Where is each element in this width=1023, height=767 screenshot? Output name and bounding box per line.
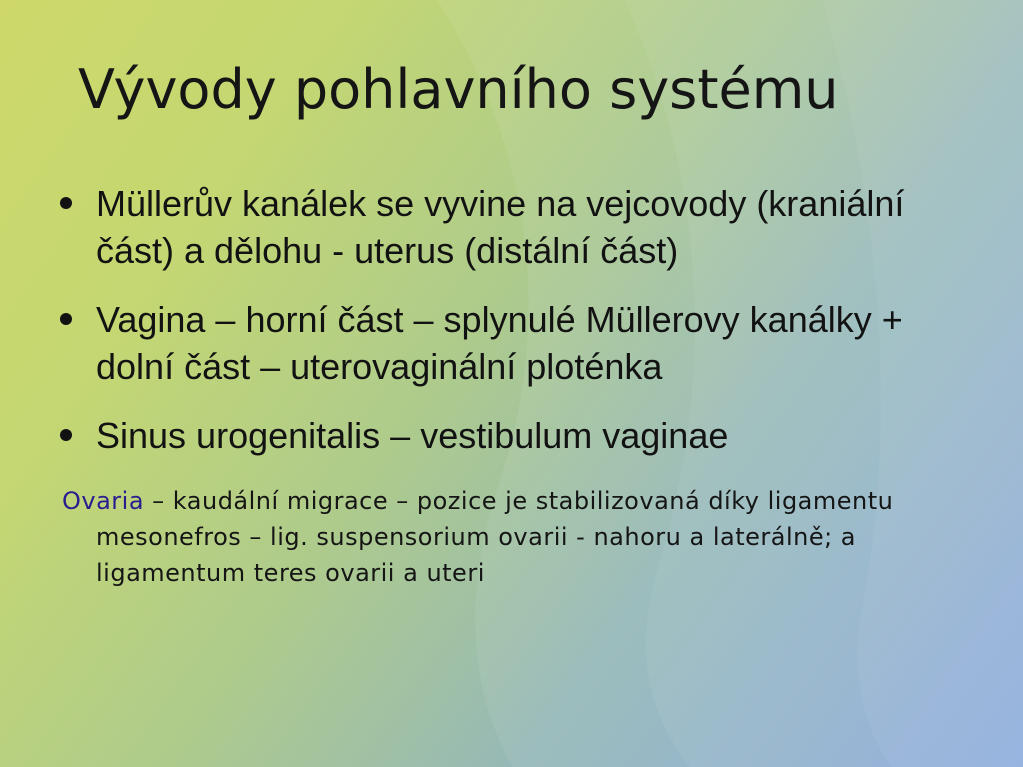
bullet-text: Vagina – horní část – splynulé Müllerovy kanálky + dolní část – uterovaginální ploténka — [96, 299, 903, 387]
ovaria-note — [62, 483, 996, 591]
note-term: Ovaria — [62, 487, 145, 515]
bullet-item — [60, 180, 990, 274]
bullet-list — [60, 180, 990, 459]
bullet-item — [60, 412, 990, 459]
bullet-dot-icon — [60, 429, 72, 441]
slide-title: Vývody pohlavního systému — [78, 58, 839, 121]
bullet-text: Müllerův kanálek se vyvine na vejcovody (kraniální část) a dělohu - uterus (distální část) — [96, 183, 905, 271]
bullet-text: Sinus urogenitalis – vestibulum vaginae — [96, 415, 729, 456]
note-text: – kaudální migrace – pozice je stabilizovaná díky ligamentu mesonefros – lig. suspensorium ovarii - nahoru a laterálně; a ligamentum teres ovarii a uteri — [96, 487, 894, 587]
bullet-dot-icon — [60, 197, 72, 209]
bullet-item — [60, 296, 990, 390]
bullet-dot-icon — [60, 313, 72, 325]
